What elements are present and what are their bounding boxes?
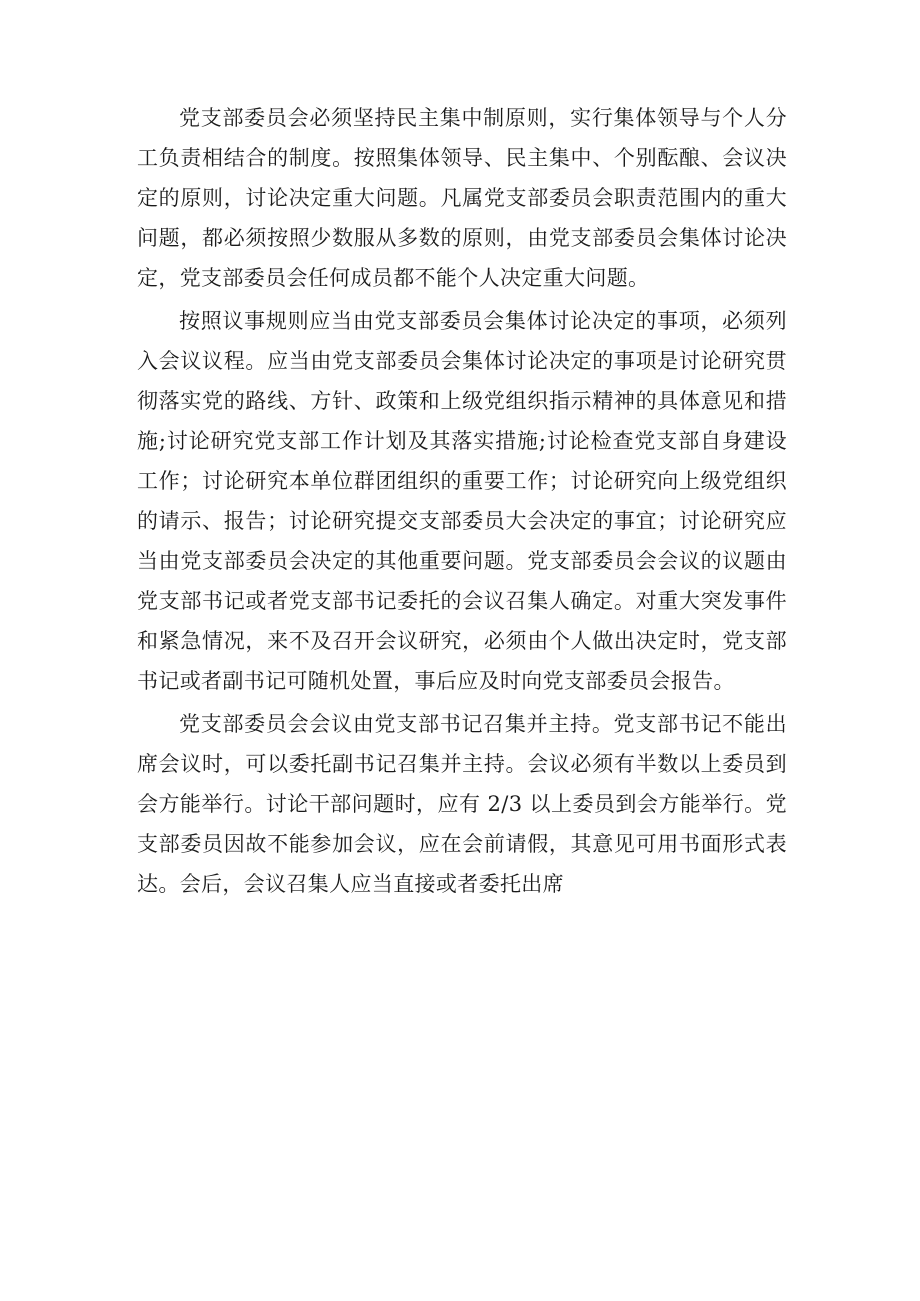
document-body — [137, 98, 787, 907]
paragraph-agenda-matters: 按照议事规则应当由党支部委员会集体讨论决定的事项，必须列入会议议程。应当由党支部委员会集体讨论决定的事项是讨论研究贯彻落实党的路线、方针、政策和上级党组织指示精神的具体意见和措施;讨论研究党支部工作计划及其落实措施;讨论检查党支部自身建设工作；讨论研究本单位群团组织的重要工作；讨论研究向上级党组织的请示、报告；讨论研究提交支部委员大会决定的事宜；讨论研究应当由党支部委员会决定的其他重要问题。党支部委员会会议的议题由党支部书记或者党支部书记委托的会议召集人确定。对重大突发事件和紧急情况，来不及召开会议研究，必须由个人做出决定时，党支部书记或者副书记可随机处置，事后应及时向党支部委员会报告。 — [137, 309, 787, 693]
paragraph-meeting-procedure: 党支部委员会会议由党支部书记召集并主持。党支部书记不能出席会议时，可以委托副书记召集并主持。会议必须有半数以上委员到会方能举行。讨论干部问题时，应有 2/3 以上委员到会方能举行。党支部委员因故不能参加会议，应在会前请假，其意见可用书面形式表达。会后，会议召集人应当直接或者委托出席 — [137, 712, 787, 896]
paragraph-collective-leadership: 党支部委员会必须坚持民主集中制原则，实行集体领导与个人分工负责相结合的制度。按照集体领导、民主集中、个别酝酿、会议决定的原则，讨论决定重大问题。凡属党支部委员会职责范围内的重大问题，都必须按照少数服从多数的原则，由党支部委员会集体讨论决定，党支部委员会任何成员都不能个人决定重大问题。 — [137, 106, 787, 290]
